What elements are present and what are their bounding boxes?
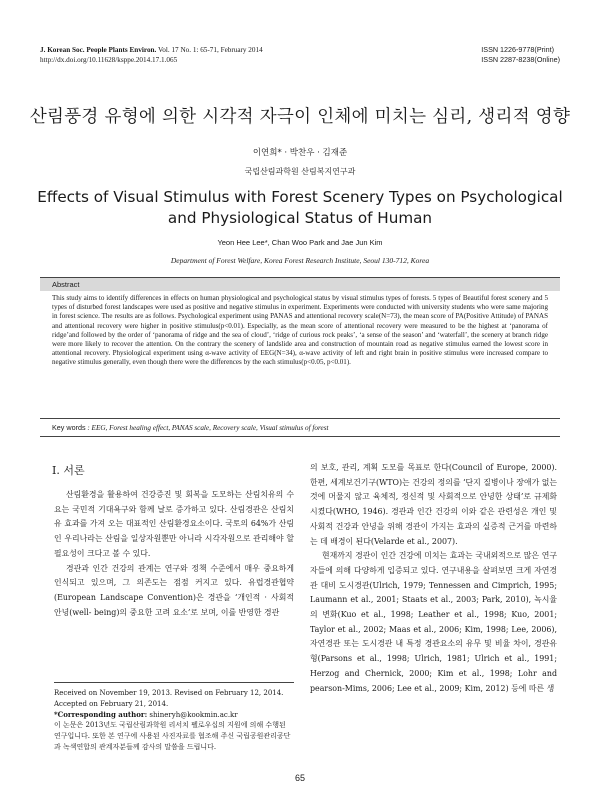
abstract-box (40, 277, 560, 437)
keywords-text: : EEG, Forest healing effect, PANAS scale, Recovery scale, Visual stimulus of forest (85, 424, 329, 432)
paragraph: 의 보호, 관리, 계획 도모를 목표로 한다(Council of Europe, 2000). 한편, 세계보건기구(WTO)는 건강의 정의를 ‘단지 질병이나 장애가 없는 것에 머물지 않고 육체적, 정신적 및 사회적으로 안녕한 상태’로 규제화시켰다(WHO, 1946). 경관과 인간 건강의 이와 같은 관련성은 개인 및 사회적 건강과 안녕을 위해 경관이 가지는 효과의 실증적 근거를 마련하는 데 배경이 된다(Velarde et al., 2007). (310, 463, 557, 546)
right-column (310, 461, 557, 696)
title-korean: 산림풍경 유형에 의한 시각적 자극이 인체에 미치는 심리, 생리적 영향 (29, 107, 571, 127)
title-english (30, 187, 570, 229)
corresponding-author (54, 710, 294, 721)
page-number: 65 (294, 773, 305, 783)
left-column (54, 488, 294, 620)
paragraph: 현재까지 경관이 인간 건강에 미치는 효과는 국내외적으로 많은 연구자들에 의해 다양하게 입증되고 있다. 연구내용을 살펴보면 크게 자연경관 대비 도시경관(Ulrich, 1979; Tennessen and Cimprich, 1995; Laumann et al., 2001; Staats et al., 2003; Park, 2010), 녹시율의 변화(Kuo et al., 1998; Leather et al., 1998; Kuo, 2001; Taylor et al., 2002; Maas et al., 2006; Kim, 1998; Lee, 2006), 자연경관 또는 도시경관 내 특정 경관요소의 유무 및 비율 차이, 경관유형(Parsons et al., 1998; Ulrich, 1981; Ulrich et al., 1991; Herzog and Chernick, 2000; Kim et al., 1998; Lohr and pearson-Mims, 2006; Lee et al., 2009; Kim, 2012) 등에 따른 생 (310, 551, 557, 693)
issn-block (481, 45, 560, 65)
journal-name: J. Korean Soc. People Plants Environ. (40, 46, 157, 54)
title-english-line1: Effects of Visual Stimulus with Forest Scenery Types on Psychological (37, 188, 563, 206)
corresponding-label: *Corresponding author: (54, 709, 148, 719)
abstract-heading: Abstract (40, 278, 560, 291)
authors-english: Yeon Hee Lee*, Chan Woo Park and Jae Jun Kim (217, 238, 383, 247)
received-dates: Received on November 19, 2013. Revised on February 12, 2014. Accepted on February 21, 2014. (54, 689, 284, 708)
section-title-introduction: Ⅰ. 서론 (52, 464, 85, 477)
keywords (40, 418, 560, 437)
paragraph: 경관과 인간 건강의 관계는 연구와 정책 수준에서 매우 중요하게 인식되고 있으며, 그 의존도는 점점 커지고 있다. 유럽경관협약(European Landscape Convention)은 경관을 ‘개인적 · 사회적 안녕(well- being)의 중요한 고려 요소’로 보며, 이를 반영한 경관 (54, 563, 294, 617)
affiliation-english: Department of Forest Welfare, Korea Forest Research Institute, Seoul 130-712, Korea (170, 256, 430, 265)
funding-note: 이 논문은 2013년도 국립산림과학원 리서치 펠로우십의 지원에 의해 수행된 연구입니다. 또한 본 연구에 사용된 사진자료를 협조해 주신 국립공원관리공단과 녹색연합의 관계자분들께 감사의 말씀을 드립니다. (54, 721, 291, 751)
journal-header (40, 45, 263, 65)
abstract-text: This study aims to identify differences in effects on human physiological and psychological status by visual stimulus types of forests. 5 types of Beautiful forest scenery and 5 types of disturbed forest landscapes were used as positive and negative stimulus in experiment. Experiments were conducted with university students who were same majoring in forest science. The results are as follows. Psychological experiment using PANAS and attentional recovery scale(N=73), the mean score of PA(Positive Attitude) of PANAS and attentional recovery were higher in positive stimulus(p<0.01). Especially, as the mean score of attentional recovery were measured to be the highest at ‘panorama of ridge’and followed by the order of ‘panorama of ridge and the sea of cloud’, ‘ridge of curious rock peaks’, ‘a sense of the season’ and ‘waterfall’, the scenery at branch ridge were more likely to recover the attention. On the contrary the scenery of landslide area and construction of mountain road as negative stimulus earned the lowest score in attentional recovery. Physiological experiment using α-wave activity of EEG(N=34), α-wave activity of left and right brain in positive stimulus were increased compare to negative stimulus generally, even though there were the differences by the each stimulus(p<0.05, p<0.01). (52, 294, 548, 367)
footnote (54, 682, 294, 753)
affiliation-korean: 국립산림과학원 산림복지연구과 (244, 167, 356, 176)
corresponding-email[interactable]: shineryh@kookmin.ac.kr (147, 710, 238, 719)
title-english-line2: and Physiological Status of Human (167, 209, 433, 227)
issn-online: ISSN 2287-8238(Online) (481, 55, 560, 64)
authors-korean: 이연희* · 박찬우 · 김재준 (252, 148, 348, 158)
keywords-label: Key words (52, 423, 86, 432)
journal-issue: Vol. 17 No. 1: 65-71, February 2014 (156, 46, 263, 54)
doi-link[interactable]: http://dx.doi.org/10.11628/ksppe.2014.17.1.065 (40, 56, 178, 64)
paragraph: 산림환경을 활용하여 건강증진 및 회복을 도모하는 산림치유의 수요는 국민적 기대욕구와 함께 날로 증가하고 있다. 산림경관은 산림치유 효과를 가져 오는 대표적인 산림환경요소이다. 국토의 64%가 산림인 우리나라는 산림을 일상자원뿐만 아니라 시각자원으로 관리해야 할 필요성이 크다고 볼 수 있다. (54, 490, 294, 558)
issn-print: ISSN 1226-9778(Print) (481, 45, 554, 54)
